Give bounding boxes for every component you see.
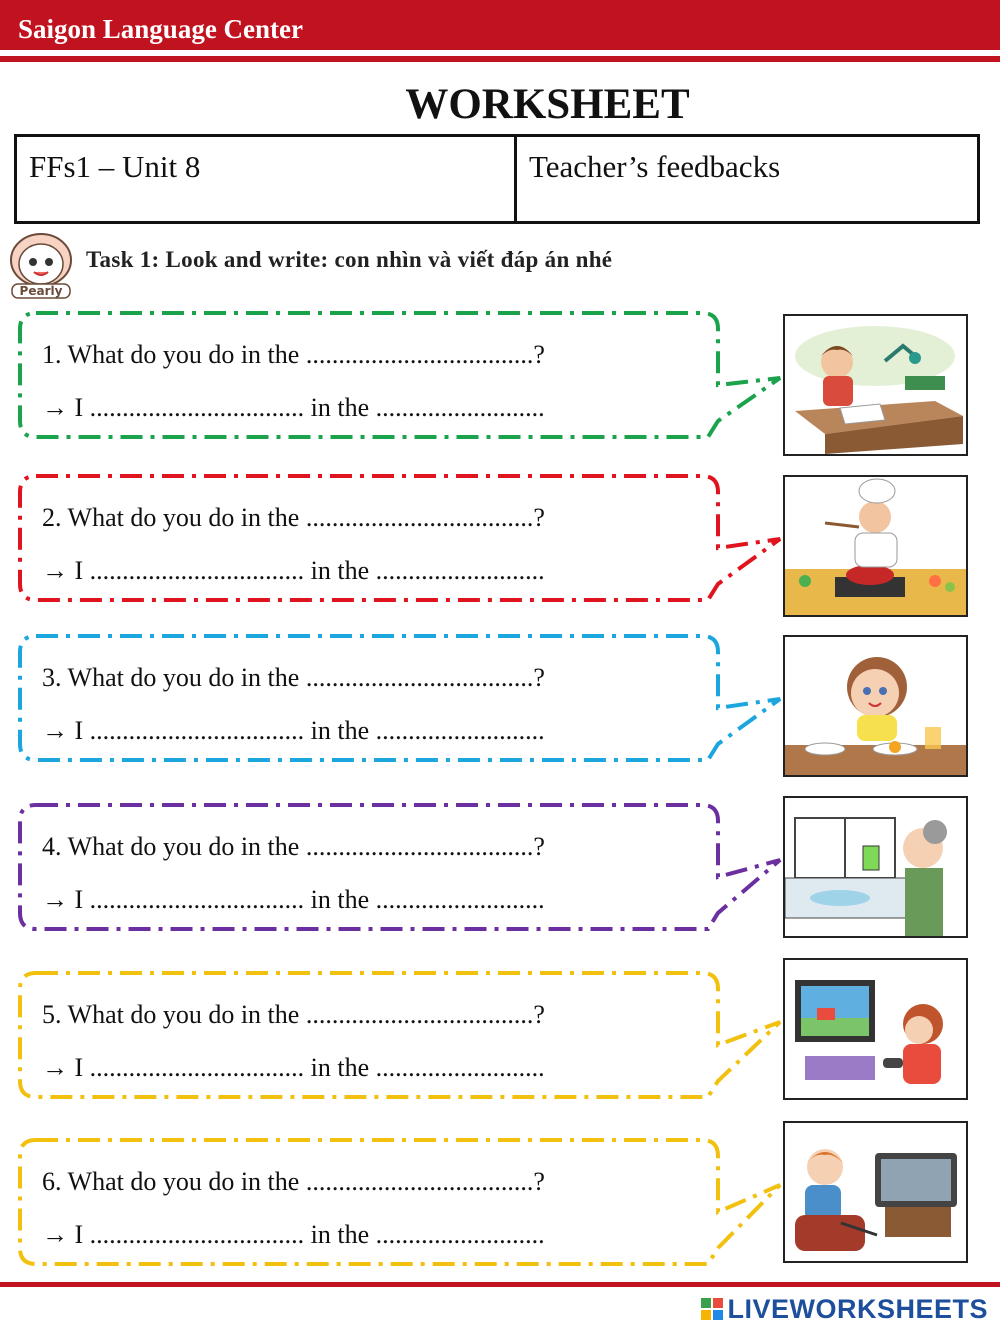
- picture-6: [783, 1121, 968, 1263]
- picture-1: [783, 314, 968, 456]
- picture-4: [783, 796, 968, 938]
- boy-watching-tv-icon: [785, 1123, 966, 1263]
- page-title: WORKSHEET: [405, 81, 690, 128]
- feedback-cell: Teacher’s feedbacks: [529, 149, 781, 184]
- liveworksheets-logo: [701, 1294, 988, 1325]
- kid-playing-video-game-icon: [785, 960, 966, 1098]
- answer-line-3[interactable]: → I ................................. in the ..........................: [42, 716, 545, 745]
- answer-line-4[interactable]: → I ................................. in the ..........................: [42, 885, 545, 914]
- question-3: 3. What do you do in the ...................................?: [42, 663, 545, 692]
- woman-washing-dishes-icon: [785, 798, 966, 936]
- boy-studying-icon: [785, 316, 966, 454]
- liveworksheets-text: LIVEWORKSHEETS: [727, 1294, 988, 1324]
- question-6: 6. What do you do in the ...................................?: [42, 1167, 545, 1196]
- question-4: 4. What do you do in the ...................................?: [42, 832, 545, 861]
- unit-cell: FFs1 – Unit 8: [17, 137, 517, 221]
- liveworksheets-icon: [701, 1298, 723, 1320]
- question-2: 2. What do you do in the ...................................?: [42, 503, 545, 532]
- answer-line-6[interactable]: → I ................................. in the ..........................: [42, 1220, 545, 1249]
- brand-name: Saigon Language Center: [18, 14, 304, 44]
- girl-eating-icon: [785, 637, 966, 775]
- answer-line-2[interactable]: → I ................................. in the ..........................: [42, 556, 545, 585]
- answer-line-1[interactable]: → I ................................. in the ..........................: [42, 393, 545, 422]
- picture-3: [783, 635, 968, 777]
- question-5: 5. What do you do in the ...................................?: [42, 1000, 545, 1029]
- answer-line-5[interactable]: → I ................................. in the ..........................: [42, 1053, 545, 1082]
- mascot-label: Pearly: [19, 284, 63, 298]
- question-1: 1. What do you do in the ...................................?: [42, 340, 545, 369]
- chef-cooking-icon: [785, 477, 966, 615]
- picture-5: [783, 958, 968, 1100]
- footer-divider: [0, 1282, 1000, 1287]
- task-instruction: Task 1: Look and write: con nhìn và viết đáp án nhé: [86, 247, 613, 272]
- picture-2: [783, 475, 968, 617]
